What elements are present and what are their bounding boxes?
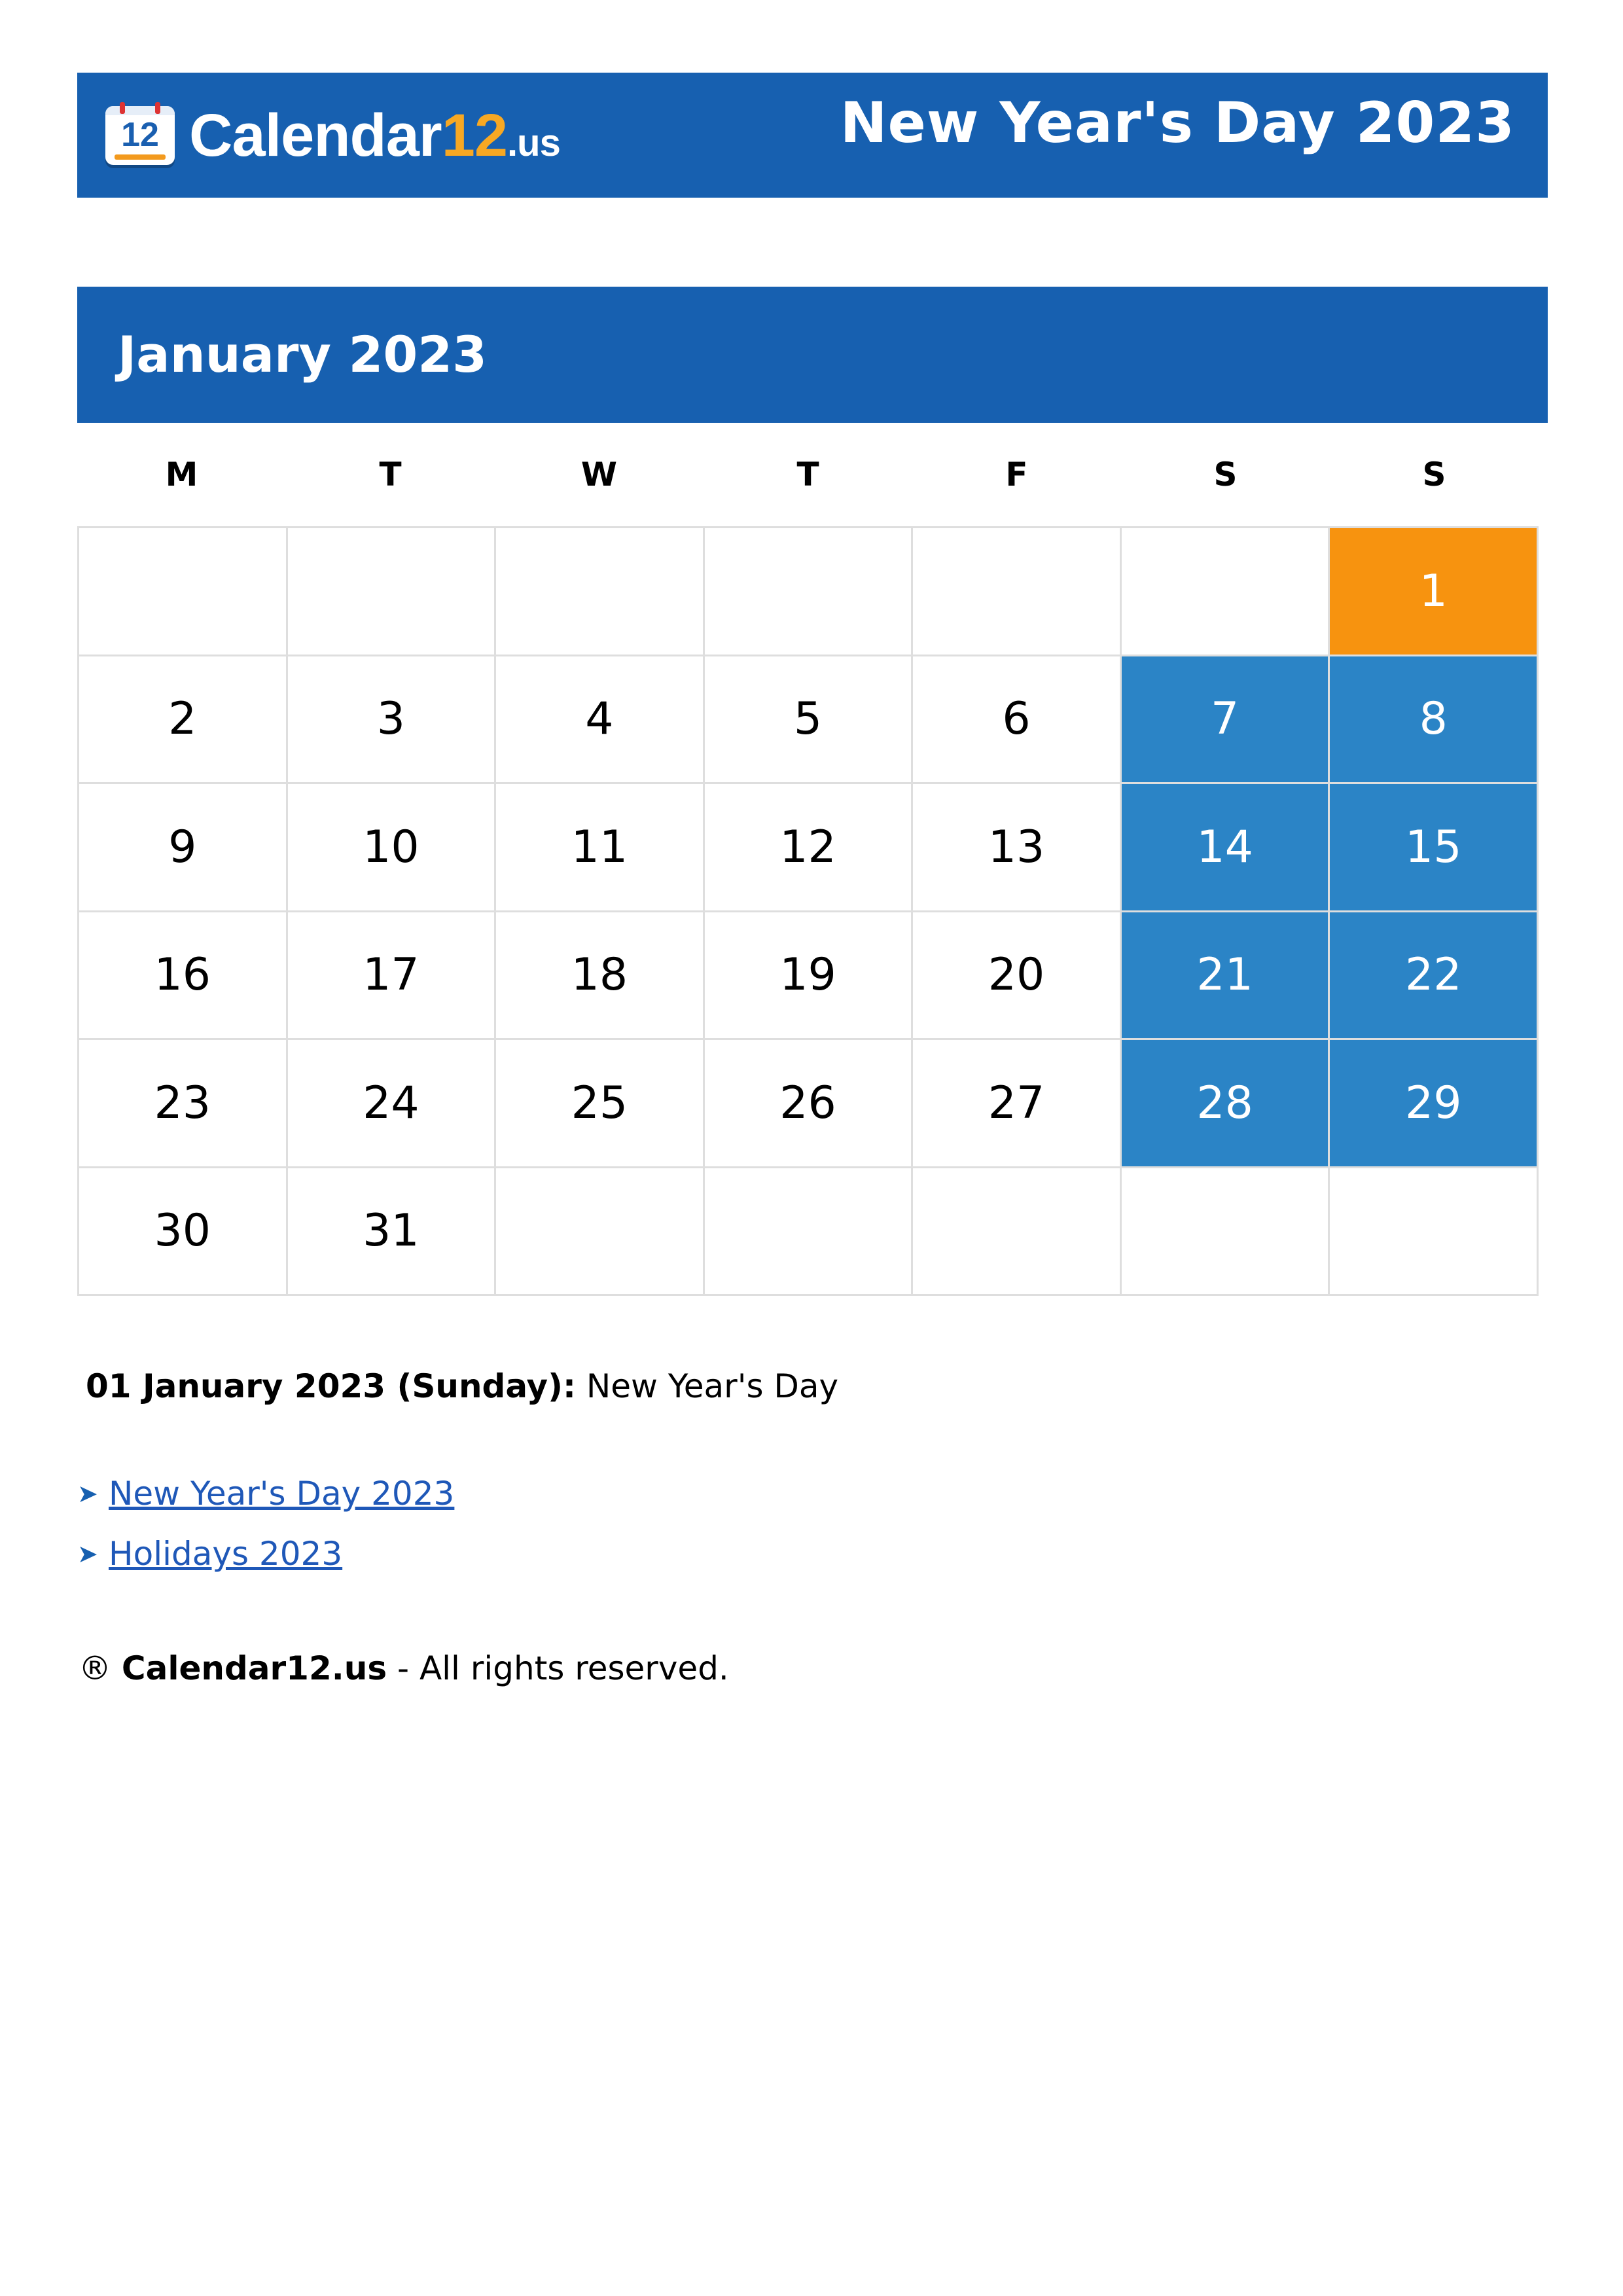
- calendar-empty-cell: [1122, 1168, 1330, 1297]
- calendar-day[interactable]: 30: [79, 1168, 288, 1297]
- calendar-day[interactable]: 27: [913, 1040, 1122, 1168]
- page-title: New Year's Day 2023: [840, 90, 1515, 156]
- calendar-day[interactable]: 17: [288, 912, 497, 1041]
- weekday-label: S: [1213, 456, 1238, 493]
- calendar-empty-cell: [1330, 1168, 1539, 1297]
- logo-tld: .us: [507, 122, 560, 164]
- calendar-day-weekend[interactable]: 28: [1122, 1040, 1330, 1168]
- calendar-empty-cell: [496, 1168, 705, 1297]
- calendar-grid: [77, 526, 1539, 1296]
- calendar-day[interactable]: 18: [496, 912, 705, 1041]
- calendar-empty-cell: [705, 1168, 914, 1297]
- page-header: [77, 73, 1548, 198]
- calendar-day-weekend[interactable]: 22: [1330, 912, 1539, 1041]
- calendar-empty-cell: [705, 528, 914, 656]
- weekday-label: W: [580, 456, 618, 493]
- calendar-empty-cell: [913, 528, 1122, 656]
- calendar-day[interactable]: 25: [496, 1040, 705, 1168]
- calendar-day-weekend[interactable]: 21: [1122, 912, 1330, 1041]
- calendar-day[interactable]: 4: [496, 656, 705, 785]
- calendar-day[interactable]: 3: [288, 656, 497, 785]
- weekday-label: T: [379, 456, 402, 493]
- copyright-symbol: ®: [79, 1649, 111, 1687]
- weekday-label: T: [796, 456, 819, 493]
- copyright-site: Calendar12.us: [121, 1649, 387, 1687]
- calendar-day[interactable]: 13: [913, 784, 1122, 912]
- holiday-note: [86, 1363, 838, 1409]
- calendar-icon: [105, 106, 175, 165]
- calendar-day[interactable]: 16: [79, 912, 288, 1041]
- calendar-empty-cell: [1122, 528, 1330, 656]
- month-header: [77, 287, 1548, 423]
- calendar-day[interactable]: 12: [705, 784, 914, 912]
- logo-accent: 12: [441, 102, 508, 169]
- logo-name: Calendar: [189, 102, 442, 169]
- weekday-label: S: [1422, 456, 1446, 493]
- calendar-day-weekend[interactable]: 8: [1330, 656, 1539, 785]
- calendar-day-weekend[interactable]: 15: [1330, 784, 1539, 912]
- calendar-day-weekend[interactable]: 29: [1330, 1040, 1539, 1168]
- calendar-day-weekend[interactable]: 7: [1122, 656, 1330, 785]
- calendar-day[interactable]: 20: [913, 912, 1122, 1041]
- related-links: [77, 1463, 454, 1584]
- calendar-ring: [120, 102, 125, 114]
- calendar-ring: [155, 102, 160, 114]
- month-title: January 2023: [118, 325, 488, 384]
- calendar-day[interactable]: 10: [288, 784, 497, 912]
- calendar-day[interactable]: 11: [496, 784, 705, 912]
- calendar-day[interactable]: 24: [288, 1040, 497, 1168]
- calendar-empty-cell: [288, 528, 497, 656]
- calendar-day[interactable]: 19: [705, 912, 914, 1041]
- calendar-empty-cell: [913, 1168, 1122, 1297]
- calendar-day[interactable]: 31: [288, 1168, 497, 1297]
- weekday-label: M: [165, 456, 198, 493]
- calendar-icon-underline: [115, 154, 166, 160]
- calendar-day[interactable]: 5: [705, 656, 914, 785]
- calendar-icon-top: [105, 106, 175, 115]
- link-new-years-day-2023[interactable]: New Year's Day 2023: [109, 1475, 455, 1513]
- holiday-name: New Year's Day: [586, 1367, 839, 1405]
- calendar-day[interactable]: 6: [913, 656, 1122, 785]
- calendar-day[interactable]: 26: [705, 1040, 914, 1168]
- link-item: [77, 1463, 454, 1524]
- logo-wordmark: [189, 102, 560, 169]
- calendar-day[interactable]: 23: [79, 1040, 288, 1168]
- link-item: [77, 1524, 454, 1584]
- site-logo[interactable]: [105, 103, 560, 168]
- weekday-label: F: [1005, 456, 1028, 493]
- copyright-text: - All rights reserved.: [397, 1649, 729, 1687]
- calendar-icon-number: 12: [121, 116, 159, 154]
- calendar-empty-cell: [79, 528, 288, 656]
- calendar-day[interactable]: 2: [79, 656, 288, 785]
- calendar-day[interactable]: 9: [79, 784, 288, 912]
- copyright: [79, 1645, 729, 1691]
- calendar-day-weekend[interactable]: 14: [1122, 784, 1330, 912]
- calendar-day-holiday[interactable]: 1: [1330, 528, 1539, 656]
- calendar-empty-cell: [496, 528, 705, 656]
- arrowhead-icon: ➤: [77, 1479, 98, 1508]
- link-holidays-2023[interactable]: Holidays 2023: [109, 1535, 343, 1573]
- holiday-date: 01 January 2023 (Sunday):: [86, 1367, 576, 1405]
- arrowhead-icon: ➤: [77, 1539, 98, 1568]
- weekday-header-row: [77, 452, 1539, 497]
